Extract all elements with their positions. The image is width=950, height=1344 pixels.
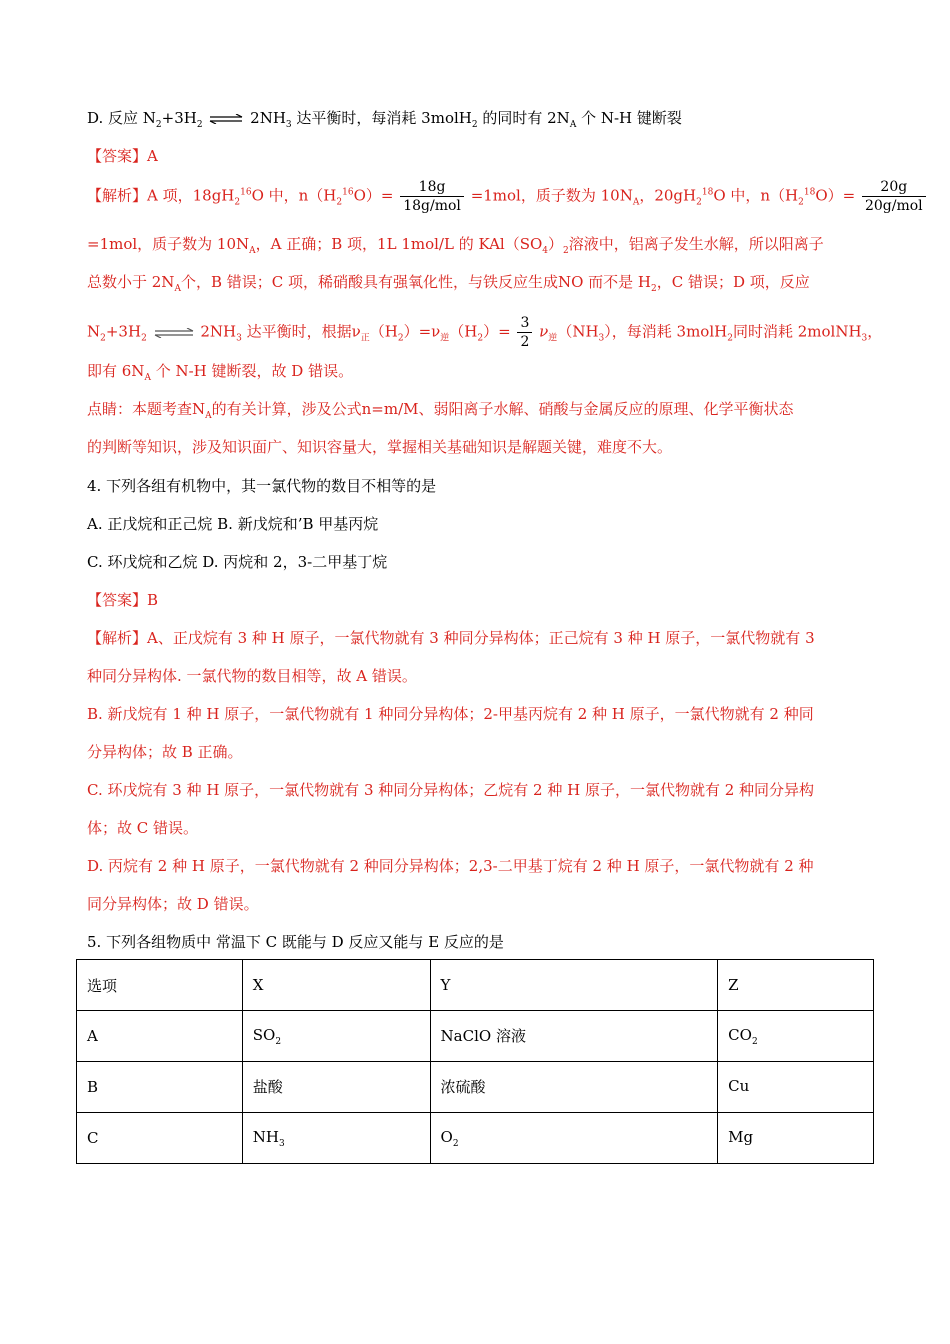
q4-stem: 4. 下列各组有机物中，其一氯代物的数目不相等的是 [87, 477, 437, 495]
equilibrium-arrow-icon [154, 328, 194, 338]
q3-analysis-line-2: =1mol，质子数为 $10N_A$，A 正确；B 项，1L 1mol/L 的 $KAl(SO_4)_2$溶液中，铝离子发生水解，所以阳离子 [87, 235, 824, 256]
q3-answer: 【答案】A [87, 147, 158, 165]
fraction-20g: $\frac{20g}{\text{20g/mol}}$ [862, 178, 926, 215]
table-cell: B [77, 1062, 243, 1113]
q3-analysis-line-3: 总数小于 $2N_A$个，B 错误；C 项，稀硝酸具有强氧化性，与铁反应生成NO 而不是 $H_2$，C 错误；D 项，反应 [87, 273, 810, 294]
equilibrium-arrow-icon [209, 114, 243, 124]
table-cell: Cu [718, 1062, 874, 1113]
q4-analysis-d-2: 同分异构体；故 D 错误。 [87, 895, 259, 913]
q5-stem: 5. 下列各组物质中 常温下 C 既能与 D 反应又能与 E 反应的是 [87, 933, 504, 951]
table-cell: A [77, 1011, 243, 1062]
table-cell: 浓硫酸 [430, 1062, 718, 1113]
table-cell: 盐酸 [242, 1062, 430, 1113]
q4-analysis-d-1: D. 丙烷有 2 种 H 原子，一氯代物就有 2 种同分异构体；2,3-二甲基丁烷有 2 种 H 原子，一氯代物就有 2 种 [87, 857, 814, 875]
q4-analysis-b-1: B. 新戊烷有 1 种 H 原子，一氯代物就有 1 种同分异构体；2-甲基丙烷有 2 种 H 原子，一氯代物就有 2 种同 [87, 705, 814, 723]
table-cell: C [77, 1113, 243, 1164]
q4-analysis-c-1: C. 环戊烷有 3 种 H 原子，一氯代物就有 3 种同分异构体；乙烷有 2 种 H 原子，一氯代物就有 2 种同分异构 [87, 781, 815, 799]
q4-analysis-a-2: 种同分异构体. 一氯代物的数目相等，故 A 错误。 [87, 667, 417, 685]
table-header-cell: 选项 [77, 960, 243, 1011]
table-cell: $O_2$ [430, 1113, 718, 1164]
q4-analysis-a-1: 【解析】A、正戊烷有 3 种 H 原子，一氯代物就有 3 种同分异构体；正己烷有 3 种 H 原子，一氯代物就有 3 [87, 629, 815, 647]
table-row [77, 1011, 874, 1062]
fraction-3-2: $\frac{3}{2}$ [517, 314, 532, 351]
table-header-cell: X [242, 960, 430, 1011]
q3-tip-line-1: 点睛：本题考查$N_A$的有关计算，涉及公式n=m/M、弱阳离子水解、硝酸与金属反应的原理、化学平衡状态 [87, 400, 794, 421]
q5-table [76, 959, 874, 1164]
q3-analysis-line-5: 即有 $6N_A$ 个 N-H 键断裂，故 D 错误。 [87, 362, 354, 383]
option-d-line: D. 反应 $N_2+3H_2$ $2NH_3$ 达平衡时，每消耗 3molH$_2$ 的同时有 $2N_A$ 个 N-H 键断裂 [87, 109, 682, 130]
table-header-cell: Z [718, 960, 874, 1011]
table-cell: NaClO 溶液 [430, 1011, 718, 1062]
fraction-18g: $\frac{18g}{\text{18g/mol}}$ [400, 178, 464, 215]
table-cell: $SO_2$ [242, 1011, 430, 1062]
q3-analysis-line-4: $N_2+3H_2$ $2NH_3$ 达平衡时，根据$\nu_正(H_2)=\nu_逆(H_2)=$ $\frac{3}{2}$ $\nu_逆(NH_3)$，每消耗 3molH$_2$同时消耗 2molNH$_3$， [87, 315, 883, 350]
table-cell: $NH_3$ [242, 1113, 430, 1164]
table-row [77, 1113, 874, 1164]
q4-analysis-c-2: 体；故 C 错误。 [87, 819, 199, 837]
table-cell: $CO_2$ [718, 1011, 874, 1062]
q3-analysis-line-1: 【解析】A 项，$18gH_2^{16}O$ 中，$n(H_2^{16}O)=$ $\frac{18g}{\text{18g/mol}}$ =1mol，质子数为 $10N_A$，$20gH_2^{18}O$ 中，$n(H_2^{18}O)=$ $\frac{20g}{\text{20g/mol}}$ [87, 178, 928, 215]
q4-options-cd: C. 环戊烷和乙烷 D. 丙烷和 2，3-二甲基丁烷 [87, 553, 388, 571]
table-header-cell: Y [430, 960, 718, 1011]
table-header-row [77, 960, 874, 1011]
q4-options-ab: A. 正戊烷和正己烷 B. 新戊烷和’B 甲基丙烷 [87, 515, 379, 533]
table-row [77, 1062, 874, 1113]
q4-answer: 【答案】B [87, 591, 159, 609]
q3-tip-line-2: 的判断等知识，涉及知识面广、知识容量大，掌握相关基础知识是解题关键，难度不大。 [87, 438, 673, 456]
q4-analysis-b-2: 分异构体；故 B 正确。 [87, 743, 243, 761]
table-cell: Mg [718, 1113, 874, 1164]
